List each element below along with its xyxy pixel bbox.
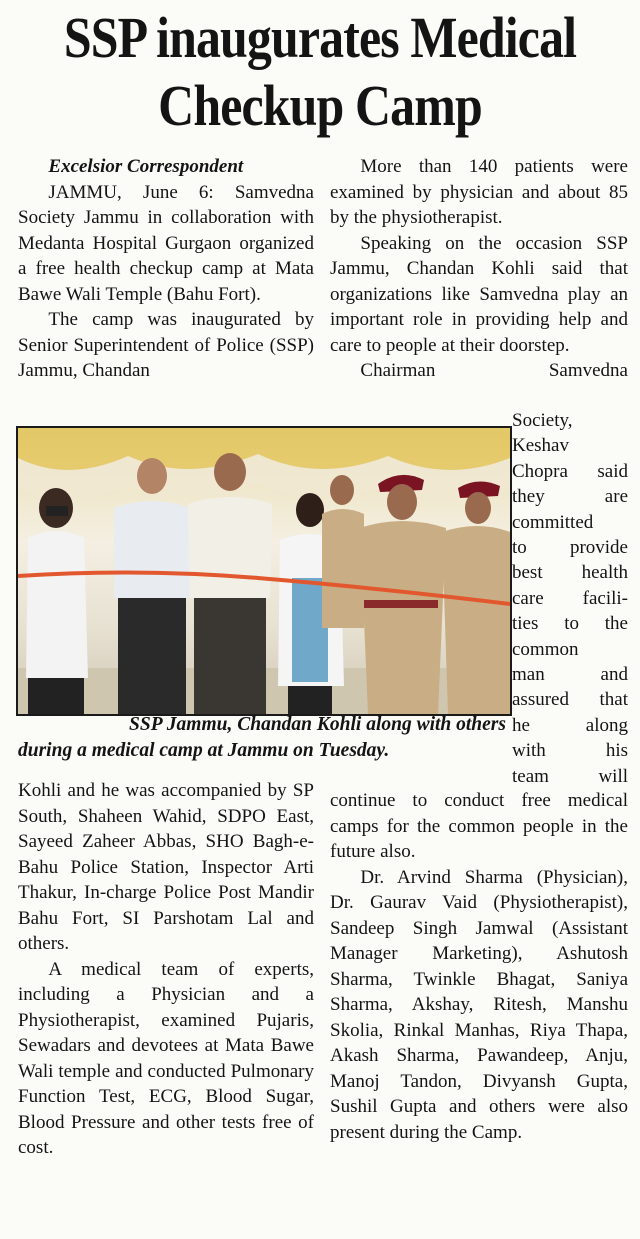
- headline-line-2: Checkup Camp: [158, 73, 482, 138]
- headline-line-1: SSP inaugurates Medical: [63, 5, 577, 70]
- narrow-line: Keshav: [512, 435, 569, 457]
- paragraph: Dr. Arvind Sharma (Physician), Dr. Gaurav Vaid (Physiotherapist), Sandeep Singh Jamwal (Assistant Manager Marketing), Ashutosh Sharma, Twinkle Bhagat, Saniya Sharma, Akshay, Ritesh, Manshu Skolia, Rinkal Manhas, Riya Thapa, Akash Sharma, Pawandeep, Anju, Manoj Tandon, Divyansh Gupta, Sushil Gupta and others were also present during the Camp.: [330, 866, 628, 1143]
- headline: [45, 4, 595, 140]
- narrow-line: Chopra said: [512, 460, 628, 482]
- narrow-line: to provide: [512, 537, 628, 559]
- caption-line-1: SSP Jammu, Chandan Kohli along with others: [129, 714, 506, 735]
- narrow-line: with his: [512, 740, 628, 762]
- narrow-line: team will: [512, 765, 628, 787]
- paragraph-chairman: Chairman Samvedna: [360, 360, 628, 381]
- paragraph: continue to conduct free medical camps for the common people in the future also.: [330, 790, 628, 862]
- column-2-top: [330, 154, 628, 384]
- narrow-line: he along: [512, 714, 628, 736]
- news-photo: [16, 426, 512, 716]
- paragraph: More than 140 patients were examined by physician and about 85 by the physiotherapist.: [330, 156, 628, 228]
- caption-line-2: during a medical camp at Jammu on Tuesday.: [18, 740, 390, 761]
- photo-caption: [18, 712, 508, 764]
- paragraph: Kohli and he was accompanied by SP South, Shaheen Wahid, SDPO East, Sayeed Zaheer Abbas, SHO Bagh-e-Bahu Police Station, Inspector Arti Thakur, In-charge Police Post Mandir Bahu Fort, SI Parshotam Lal and others.: [18, 780, 314, 954]
- narrow-line: they are: [512, 486, 628, 508]
- column-2-bottom: [330, 788, 628, 1145]
- paragraph: A medical team of experts, including a Physician and a Physiotherapist, examined Pujaris, Sewadars and devotees at Mata Bawe Wali temple and conducted Pulmonary Function Test, ECG, Blood Sugar, Blood Pressure and other tests free of cost.: [18, 958, 314, 1158]
- narrow-line: ties to the: [512, 613, 628, 635]
- column-1-bottom: [18, 778, 314, 1161]
- narrow-column: [512, 408, 628, 789]
- byline: Excelsior Correspondent: [48, 156, 244, 177]
- narrow-line: assured that: [512, 689, 628, 711]
- paragraph: The camp was inaugurated by Senior Superintendent of Police (SSP) Jammu, Chandan: [18, 309, 314, 381]
- narrow-line: care facili-: [512, 587, 628, 609]
- photo-illustration: [18, 428, 510, 714]
- narrow-line: Society,: [512, 410, 573, 431]
- narrow-line: best health: [512, 562, 628, 584]
- paragraph: JAMMU, June 6: Samvedna Society Jammu in collaboration with Medanta Hospital Gurgaon organized a free health checkup camp at Mata Bawe Wali Temple (Bahu Fort).: [18, 181, 314, 305]
- narrow-line: common: [512, 638, 579, 660]
- narrow-line: committed: [512, 511, 594, 533]
- narrow-line: man and: [512, 664, 628, 686]
- column-1-top: [18, 154, 314, 384]
- paragraph: Speaking on the occasion SSP Jammu, Chandan Kohli said that organizations like Samvedna play an important role in providing help and care to people at their doorstep.: [330, 232, 628, 356]
